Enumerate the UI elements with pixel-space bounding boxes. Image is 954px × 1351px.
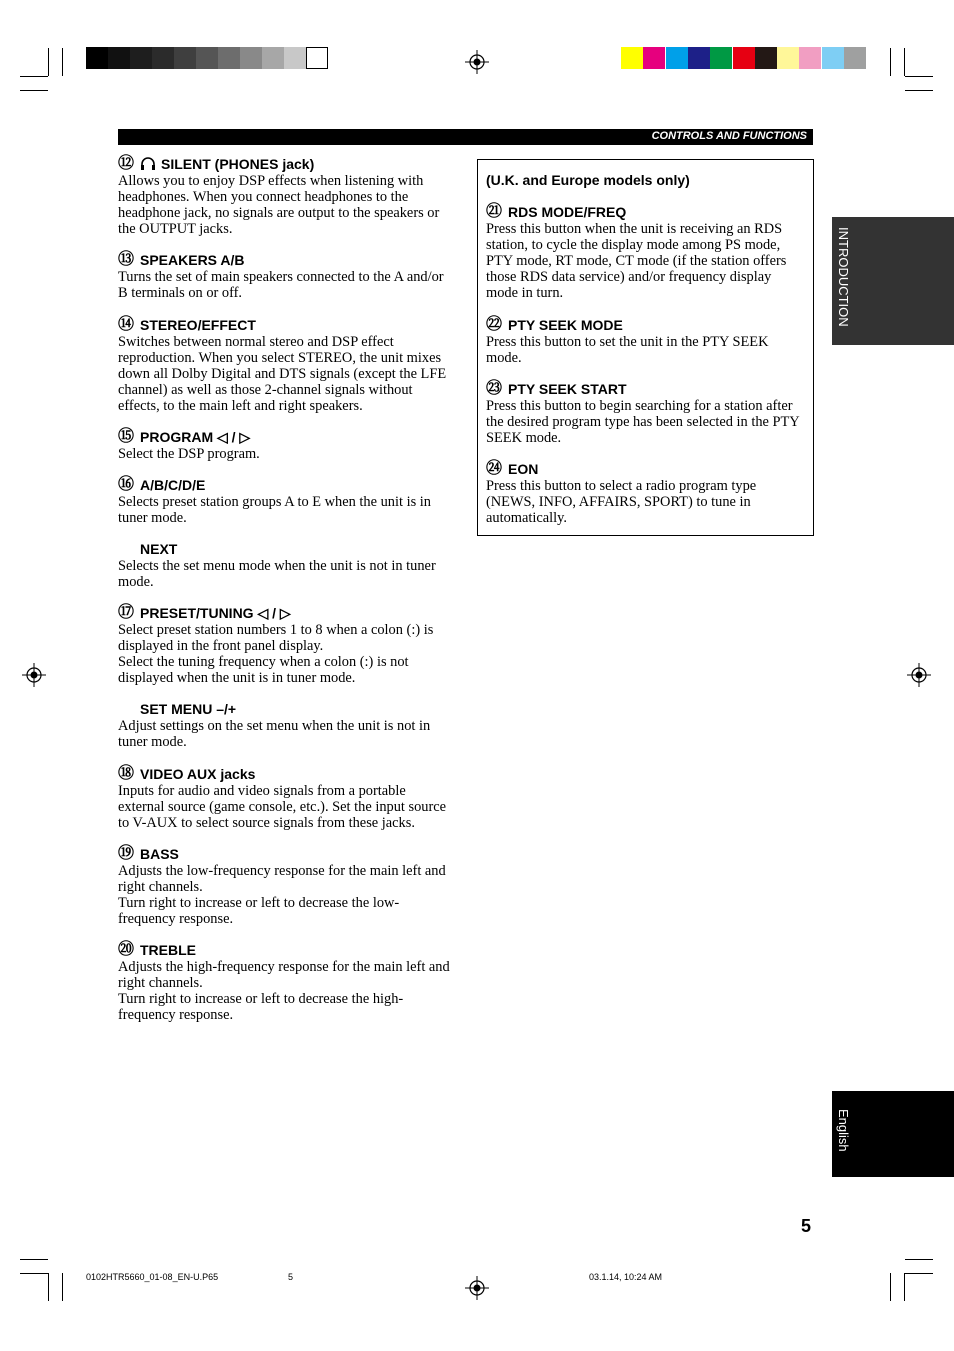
text-line: Allows you to enjoy DSP effects when listening with — [118, 173, 424, 189]
text-line: Adjust settings on the set menu when the unit is not in — [118, 718, 431, 734]
section-text — [118, 783, 458, 831]
left-section — [118, 477, 458, 526]
section-text — [118, 446, 458, 462]
section-heading — [118, 605, 458, 621]
text-line: Turns the set of main speakers connected to the A and/or — [118, 269, 444, 285]
gray-swatch — [284, 47, 306, 69]
section-title: RDS MODE/FREQ — [508, 204, 627, 220]
text-line: (NEWS, INFO, AFFAIRS, SPORT) to tune in — [486, 494, 751, 510]
section-title: SILENT (PHONES jack) — [161, 156, 315, 172]
gray-swatch — [130, 47, 152, 69]
gray-swatch — [86, 47, 108, 69]
section-heading — [118, 766, 458, 782]
section-text — [486, 221, 806, 301]
gray-swatch — [108, 47, 130, 69]
text-line: the OUTPUT jacks. — [118, 221, 233, 237]
section-heading — [486, 204, 806, 220]
text-line: station, to cycle the display mode among PS mode, — [486, 237, 781, 253]
color-swatch — [666, 47, 688, 69]
section-number: ⑭ — [118, 316, 135, 333]
section-text — [486, 334, 806, 366]
footer-filename: 0102HTR5660_01-08_EN-U.P65 — [86, 1272, 219, 1282]
text-line: frequency response. — [118, 911, 234, 927]
text-line: B terminals on or off. — [118, 285, 243, 301]
section-title: NEXT — [140, 541, 178, 557]
text-line: Select the tuning frequency when a colon (:) is not — [118, 654, 409, 670]
section-number — [118, 702, 132, 716]
section-heading — [486, 461, 806, 477]
color-swatch — [844, 47, 866, 69]
left-section — [118, 701, 458, 750]
left-section — [118, 942, 458, 1023]
text-line: mode. — [486, 350, 522, 366]
section-title: VIDEO AUX jacks — [140, 766, 256, 782]
registration-mark-icon — [465, 50, 489, 74]
section-number: ⑫ — [118, 155, 135, 172]
section-number: ⑮ — [118, 428, 135, 445]
box-section — [486, 317, 806, 366]
left-section — [118, 605, 458, 686]
text-line: tuner mode. — [118, 510, 187, 526]
text-line: Press this button to begin searching for a station after — [486, 398, 793, 414]
left-section — [118, 846, 458, 927]
text-line: Turn right to increase or left to decrease the low- — [118, 895, 400, 911]
left-section — [118, 156, 458, 237]
footer-date: 03.1.14, 10:24 AM — [589, 1272, 663, 1282]
text-line: PTY mode, RT mode, CT mode (if the station offers — [486, 253, 787, 269]
section-heading — [118, 252, 458, 268]
text-line: mode in turn. — [486, 285, 564, 301]
tab-english-label: English — [836, 1109, 851, 1152]
section-number: ㉒ — [486, 316, 503, 333]
section-header: CONTROLS AND FUNCTIONS — [651, 130, 807, 142]
section-title: BASS — [140, 846, 179, 862]
text-line: right channels. — [118, 879, 203, 895]
color-swatch — [733, 47, 755, 69]
text-line: Selects preset station groups A to E when the unit is in — [118, 494, 431, 510]
section-text — [118, 334, 458, 414]
section-text — [118, 558, 458, 590]
color-swatch — [710, 47, 732, 69]
text-line: to V-AUX to select source signals from these jacks. — [118, 815, 415, 831]
section-text — [486, 398, 806, 446]
section-text — [118, 959, 458, 1023]
section-number: ㉓ — [486, 380, 503, 397]
left-section — [118, 766, 458, 831]
left-section — [118, 541, 458, 590]
text-line: down all Dolby Digital and DTS signals (except the LFE — [118, 366, 447, 382]
section-title: SET MENU –/+ — [140, 701, 237, 717]
section-text — [118, 269, 458, 301]
color-swatch — [621, 47, 643, 69]
section-number — [118, 542, 132, 556]
section-title: A/B/C/D/E — [140, 477, 206, 493]
section-title: TREBLE — [140, 942, 196, 958]
text-line: effects, to the main left and right speakers. — [118, 398, 363, 414]
section-heading — [118, 942, 458, 958]
text-line: Select preset station numbers 1 to 8 when a colon (:) is — [118, 622, 434, 638]
section-heading — [118, 156, 458, 172]
left-section — [118, 317, 458, 414]
text-line: Turn right to increase or left to decrease the high- — [118, 991, 404, 1007]
text-line: automatically. — [486, 510, 567, 526]
text-line: Select the DSP program. — [118, 446, 260, 462]
gray-swatch — [218, 47, 240, 69]
page-number: 5 — [801, 1216, 812, 1236]
left-section — [118, 252, 458, 301]
color-swatch — [822, 47, 844, 69]
section-title: PTY SEEK MODE — [508, 317, 623, 333]
section-text — [118, 173, 458, 237]
section-title: PTY SEEK START — [508, 381, 627, 397]
section-heading — [118, 477, 458, 493]
headphones-icon — [140, 157, 156, 171]
section-number: ⑲ — [118, 845, 135, 862]
section-number: ㉔ — [486, 460, 503, 477]
text-line: Press this button to select a radio program type — [486, 478, 757, 494]
color-swatch — [799, 47, 821, 69]
text-line: headphone jack, no signals are output to the speakers or — [118, 205, 440, 221]
footer-page: 5 — [288, 1272, 294, 1282]
registration-mark-icon — [907, 663, 931, 687]
text-line: Adjusts the high-frequency response for the main left and — [118, 959, 450, 975]
text-line: displayed in the front panel display. — [118, 638, 324, 654]
color-swatch — [688, 47, 710, 69]
text-line: reproduction. When you select STEREO, the unit mixes — [118, 350, 442, 366]
box-section — [486, 461, 806, 526]
section-heading — [118, 846, 458, 862]
section-text — [118, 622, 458, 686]
section-title: PROGRAM ◁ / ▷ — [140, 429, 251, 445]
text-line: Adjusts the low-frequency response for the main left and — [118, 863, 446, 879]
section-title: SPEAKERS A/B — [140, 252, 245, 268]
text-line: the desired program type has been selected in the PTY — [486, 414, 800, 430]
text-line: those RDS data service) and/or frequency display — [486, 269, 772, 285]
left-section — [118, 429, 458, 462]
section-header-bar — [118, 129, 813, 145]
color-swatch — [755, 47, 777, 69]
section-heading — [118, 429, 458, 445]
section-number: ⑱ — [118, 765, 135, 782]
section-text — [118, 718, 458, 750]
gray-swatch — [196, 47, 218, 69]
gray-swatch — [152, 47, 174, 69]
text-line: Inputs for audio and video signals from a portable — [118, 783, 406, 799]
section-number: ㉑ — [486, 203, 503, 220]
gray-swatch — [306, 47, 328, 69]
section-title: PRESET/TUNING ◁ / ▷ — [140, 605, 291, 621]
section-title: STEREO/EFFECT — [140, 317, 256, 333]
text-line: mode. — [118, 574, 154, 590]
section-heading — [118, 317, 458, 333]
section-number: ⑬ — [118, 251, 135, 268]
text-line: Press this button when the unit is receiving an RDS — [486, 221, 783, 237]
section-title: EON — [508, 461, 539, 477]
gray-swatch — [174, 47, 196, 69]
text-line: external source (game console, etc.). Set the input source — [118, 799, 447, 815]
tab-english — [832, 1091, 954, 1177]
gray-swatch — [262, 47, 284, 69]
section-heading — [486, 381, 806, 397]
text-line: frequency response. — [118, 1007, 234, 1023]
section-number: ⑯ — [118, 476, 135, 493]
color-swatch — [643, 47, 665, 69]
text-line: headphones. When you connect headphones to the — [118, 189, 409, 205]
section-heading — [118, 541, 458, 557]
text-line: Press this button to set the unit in the PTY SEEK — [486, 334, 769, 350]
box-section — [486, 204, 806, 301]
text-line: Selects the set menu mode when the unit is not in tuner — [118, 558, 436, 574]
text-line: Switches between normal stereo and DSP effect — [118, 334, 394, 350]
section-heading — [486, 317, 806, 333]
tab-introduction — [832, 217, 954, 345]
text-line: channel) as well as those 2-channel signals without — [118, 382, 413, 398]
registration-mark-icon — [465, 1276, 489, 1300]
section-number: ⑳ — [118, 941, 135, 958]
text-line: right channels. — [118, 975, 203, 991]
registration-mark-icon — [22, 663, 46, 687]
text-line: displayed when the unit is in tuner mode. — [118, 670, 356, 686]
box-section — [486, 381, 806, 446]
text-line: tuner mode. — [118, 734, 187, 750]
tab-introduction-label: INTRODUCTION — [836, 227, 851, 327]
section-number: ⑰ — [118, 604, 135, 621]
section-text — [118, 863, 458, 927]
gray-swatch — [240, 47, 262, 69]
section-text — [486, 478, 806, 526]
color-swatch — [777, 47, 799, 69]
text-line: SEEK mode. — [486, 430, 562, 446]
box-heading: (U.K. and Europe models only) — [486, 172, 690, 188]
section-heading — [118, 701, 458, 717]
section-text — [118, 494, 458, 526]
